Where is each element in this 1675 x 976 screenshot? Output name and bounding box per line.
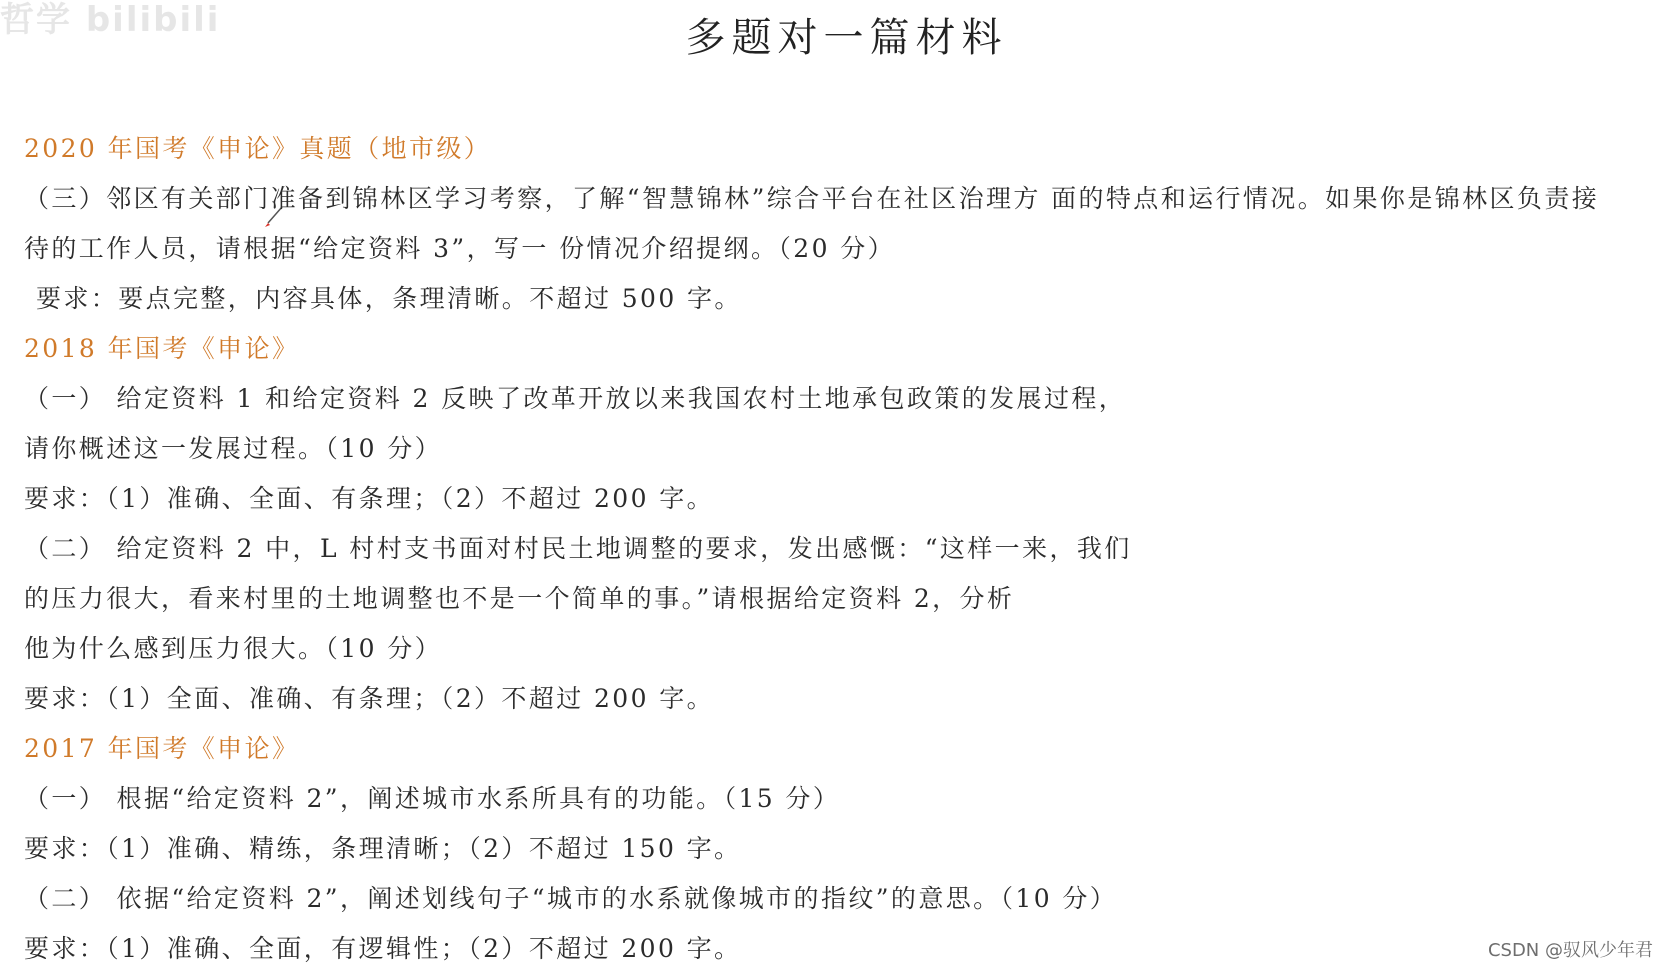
text-line: 要求：要点完整，内容具体，条理清晰。不超过 500 字。 (36, 284, 742, 313)
page-title: 多题对一篇材料 (685, 15, 1008, 61)
text-line: 要求：（1）准确、全面、有条理；（2）不超过 200 字。 (24, 484, 715, 513)
text-line: （三）邻区有关部门准备到锦林区学习考察，了解“智慧锦林”综合平台在社区治理方 面的特点和运行情况。如果你是锦林区负责接 (24, 184, 1600, 213)
text-line: 要求：（1）准确、精练，条理清晰；（2）不超过 150 字。 (24, 834, 742, 863)
text-line: （二） 给定资料 2 中，L 村村支书面对村民土地调整的要求，发出感慨：“这样一来，我们 (24, 534, 1132, 563)
csdn-watermark: CSDN @驭风少年君 (1487, 940, 1653, 961)
text-line: 他为什么感到压力很大。（10 分） (24, 634, 443, 663)
bilibili-watermark-logo: 哲学 bilibili (0, 0, 221, 40)
text-line: 的压力很大，看来村里的土地调整也不是一个简单的事。”请根据给定资料 2，分析 (24, 584, 1015, 613)
text-line: 请你概述这一发展过程。（10 分） (24, 434, 443, 463)
text-line: （一） 给定资料 1 和给定资料 2 反映了改革开放以来我国农村土地承包政策的发展过程， (24, 384, 1127, 413)
text-line: （一） 根据“给定资料 2”，阐述城市水系所具有的功能。（15 分） (24, 784, 841, 813)
text-line: 待的工作人员，请根据“给定资料 3”，写一 份情况介绍提纲。（20 分） (24, 234, 896, 263)
text-line: 要求：（1）全面、准确、有条理；（2）不超过 200 字。 (24, 684, 715, 713)
document-body (24, 124, 1664, 974)
section-heading-2018: 2018 年国考《申论》 (24, 334, 300, 363)
text-line: 要求：（1）准确、全面，有逻辑性；（2）不超过 200 字。 (24, 934, 742, 963)
section-heading-2017: 2017 年国考《申论》 (24, 734, 300, 763)
section-heading-2020: 2020 年国考《申论》真题（地市级） (24, 134, 492, 163)
text-line: （二） 依据“给定资料 2”，阐述划线句子“城市的水系就像城市的指纹”的意思。（10 分） (24, 884, 1118, 913)
